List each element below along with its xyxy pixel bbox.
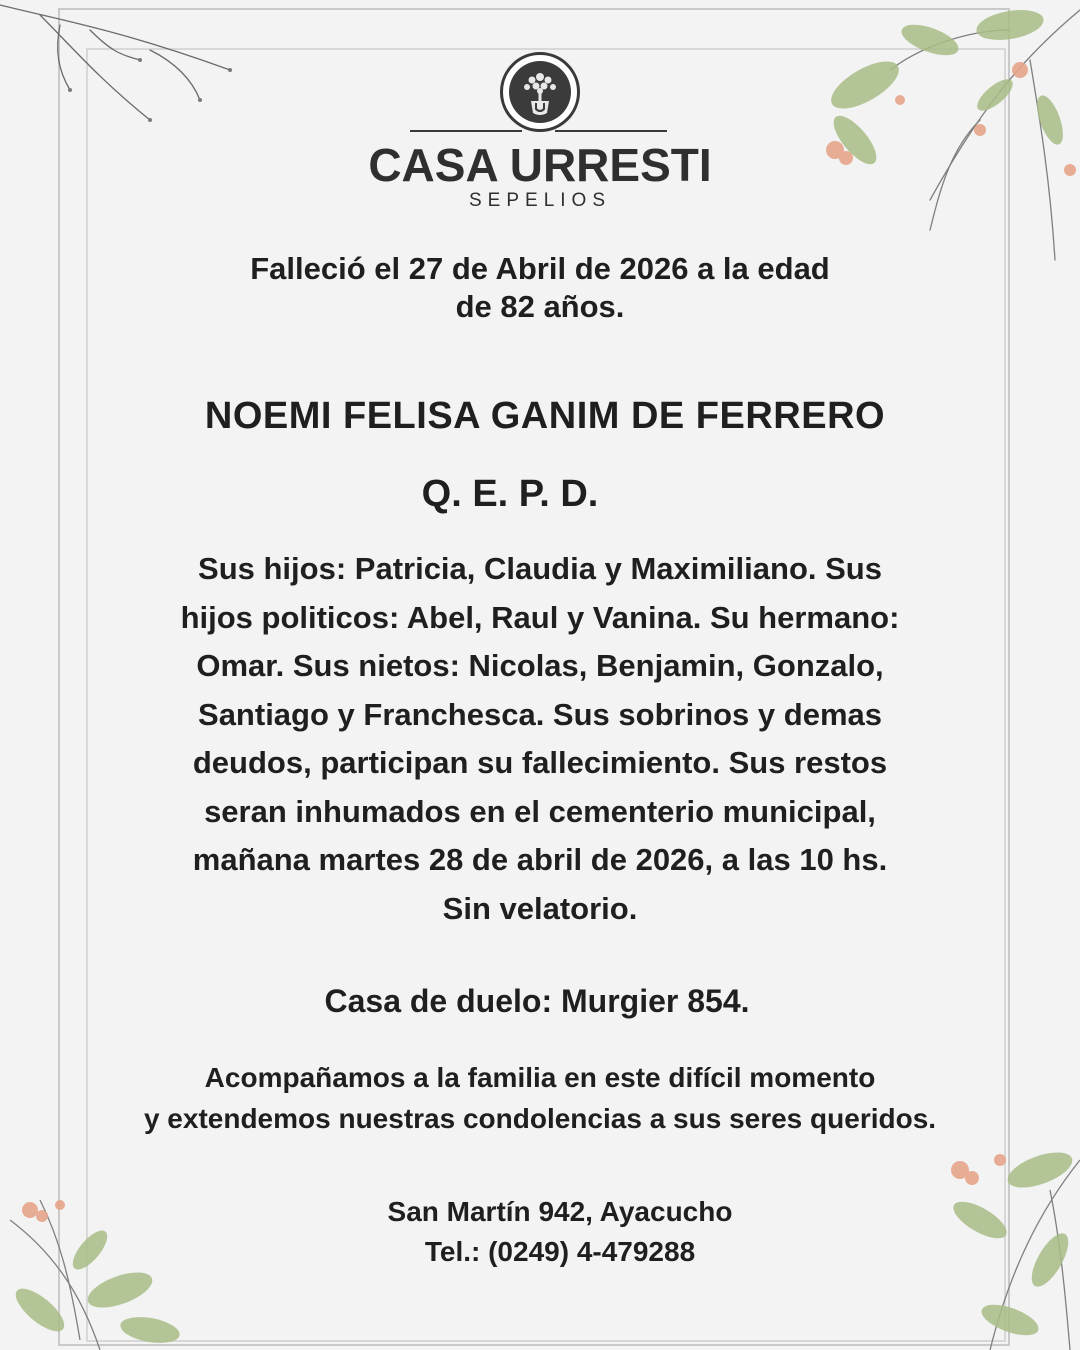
body-line: mañana martes 28 de abril de 2026, a las 10 hs. <box>192 842 888 877</box>
phone: Tel.: (0249) 4-479288 <box>424 1236 696 1267</box>
body-line: Sin velatorio. <box>442 890 638 926</box>
obituary-body <box>110 545 970 933</box>
death-line-1: Falleció el 27 de Abril de 2026 a la edad <box>250 251 830 286</box>
logo-divider-right <box>555 130 667 132</box>
body-line: hijos politicos: Abel, Raul y Vanina. Su hermano: <box>180 599 900 635</box>
tree-urn-icon <box>500 52 580 132</box>
body-line: seran inhumados en el cementerio municipal, <box>204 793 876 829</box>
company-logo <box>0 52 1080 132</box>
brand-subtitle: SEPELIOS <box>469 190 611 211</box>
body-line: Omar. Sus nietos: Nicolas, Benjamin, Gonzalo, <box>196 648 884 683</box>
house-of-mourning: Casa de duelo: Murgier 854. <box>324 983 750 1019</box>
logo-divider-left <box>410 130 522 132</box>
death-date-statement <box>0 250 1080 326</box>
condolence-line-2: y extendemos nuestras condolencias a sus seres queridos. <box>143 1103 937 1134</box>
body-line: Sus hijos: Patricia, Claudia y Maximiliano. Sus <box>198 551 882 586</box>
deceased-name: NOEMI FELISA GANIM DE FERRERO <box>204 395 886 437</box>
contact-info <box>20 1192 1080 1272</box>
qepd-text: Q. E. P. D. <box>421 473 599 515</box>
brand-name: CASA URRESTI <box>368 139 712 191</box>
condolence-line-1: Acompañamos a la familia en este difícil momento <box>204 1062 876 1093</box>
death-line-2: de 82 años. <box>455 289 625 324</box>
condolence-message <box>0 1057 1080 1139</box>
body-line: deudos, participan su fallecimiento. Sus restos <box>192 745 888 780</box>
address: San Martín 942, Ayacucho <box>387 1196 733 1227</box>
body-line: Santiago y Franchesca. Sus sobrinos y demas <box>198 696 882 732</box>
